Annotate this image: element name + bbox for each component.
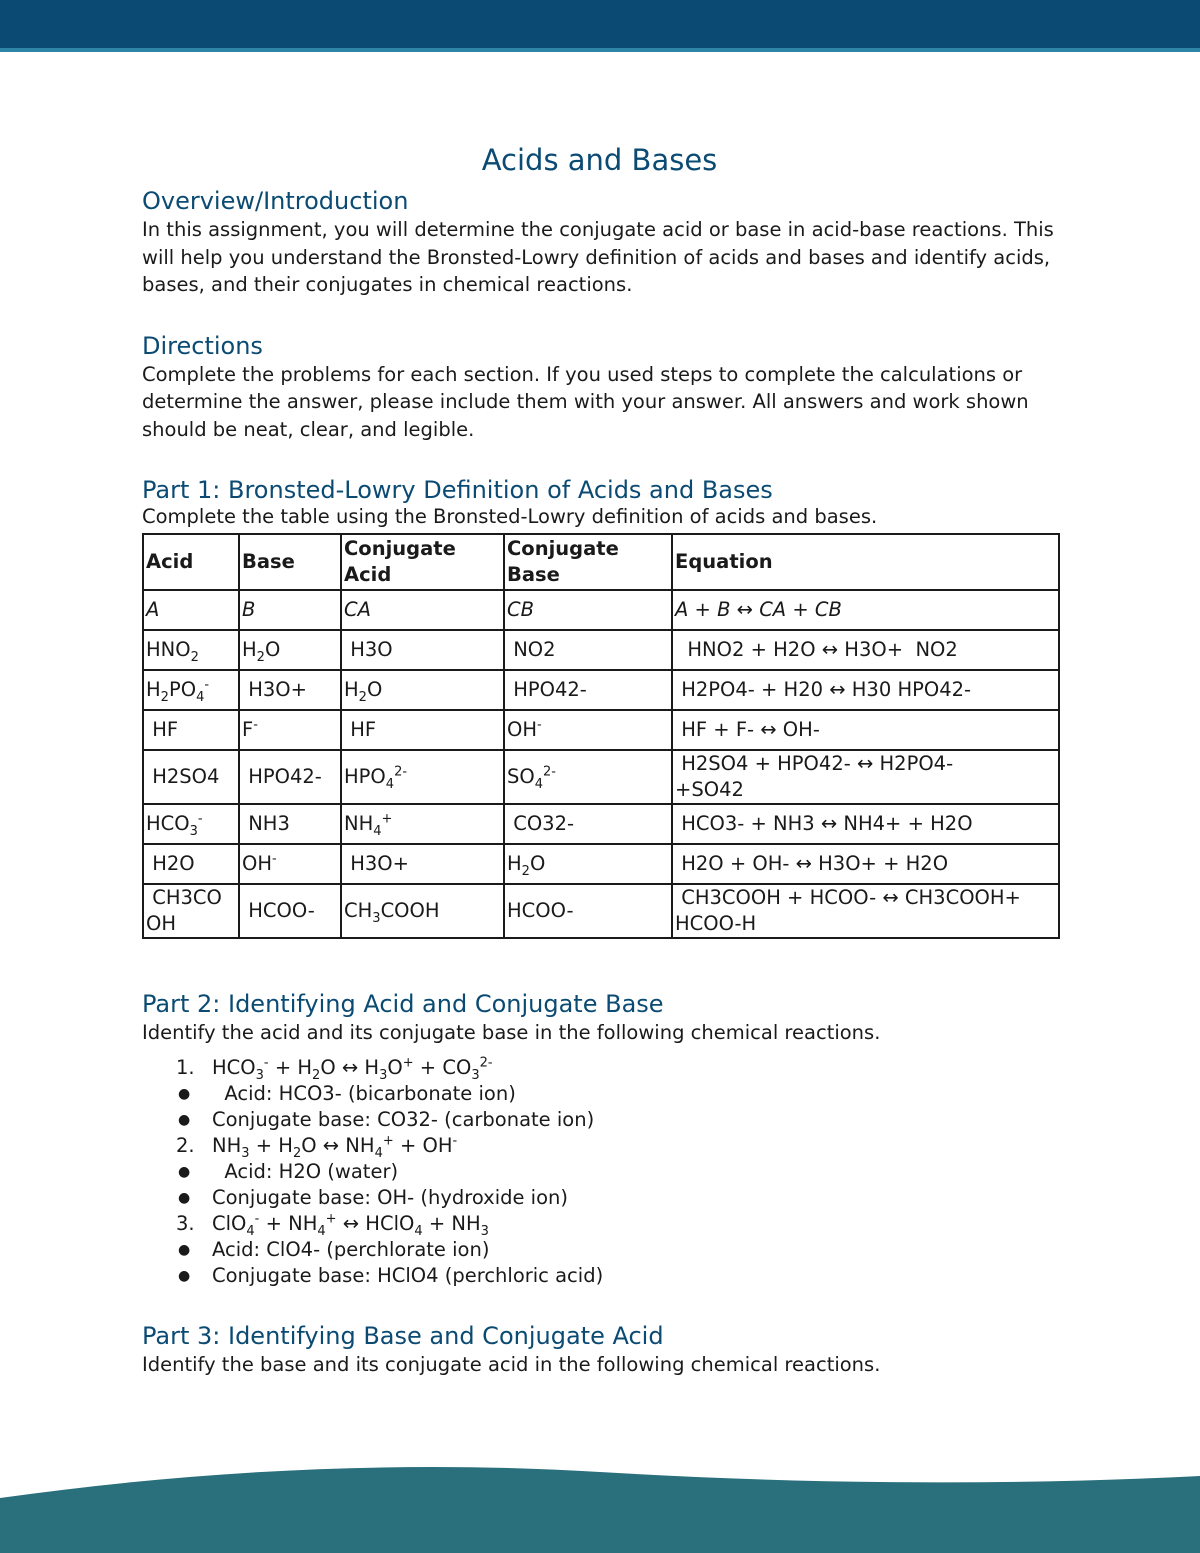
footer-wave — [0, 1460, 1200, 1553]
table-row — [143, 884, 1059, 938]
cell: A + B ↔ CA + CB — [672, 590, 1059, 630]
cell: HPO42- — [504, 670, 672, 710]
cell: H3O+ — [341, 844, 504, 884]
header-bar — [0, 0, 1200, 48]
list-item: 2. $NH_3 + H_2O$ ↔ $NH_4^+ + OH^-$ — [176, 1133, 458, 1161]
cell: NO2 — [504, 630, 672, 670]
page-title: Acids and Bases — [481, 143, 718, 177]
cell: CB — [504, 590, 672, 630]
cell: $HPO_4^{2-}$ — [341, 750, 504, 804]
cell: CH3CO OH — [143, 884, 239, 938]
cell: HCO3- + NH3 ↔ NH4+ + H2O — [672, 804, 1059, 844]
table-row — [143, 750, 1059, 804]
list-item: ● Conjugate base: HClO4 (perchloric acid) — [178, 1263, 604, 1287]
overview-heading: Overview/Introduction — [142, 187, 409, 215]
directions-heading: Directions — [142, 331, 263, 360]
cell: HF — [143, 710, 239, 750]
cell: H3O+ — [239, 670, 341, 710]
table-row — [143, 670, 1059, 710]
header-accent-line — [0, 48, 1200, 52]
header-conjugate-acid: Conjugate Acid — [341, 534, 504, 590]
cell: HF + F- ↔ OH- — [672, 710, 1059, 750]
cell: $SO_4^{2-}$ — [504, 750, 672, 804]
cell: A — [143, 590, 239, 630]
cell: H2SO4 — [143, 750, 239, 804]
cell: H2O + OH- ↔ H3O+ + H2O — [672, 844, 1059, 884]
cell: $HNO_2$ — [143, 630, 239, 670]
cell: $NH_4^+$ — [341, 804, 504, 844]
part2-heading: Part 2: Identifying Acid and Conjugate Base — [142, 990, 664, 1018]
list-item: ● Conjugate base: OH- (hydroxide ion) — [178, 1185, 568, 1209]
cell: $H_2O$ — [504, 844, 672, 884]
part3-heading: Part 3: Identifying Base and Conjugate Acid — [142, 1321, 664, 1350]
cell: H2SO4 + HPO42- ↔ H2PO4- +SO42 — [672, 750, 1059, 804]
header-equation: Equation — [672, 534, 1059, 590]
cell: CO32- — [504, 804, 672, 844]
list-item: 3. $ClO_4^- + NH_4^+$ ↔ HClO$_4$ + $NH_3$ — [176, 1211, 489, 1239]
cell: CH3COOH + HCOO- ↔ CH3COOH+ HCOO-H — [672, 884, 1059, 938]
cell: $HCO_3^-$ — [143, 804, 239, 844]
document-body — [142, 140, 1062, 1378]
conjugate-table — [142, 533, 1060, 939]
cell: H3O — [341, 630, 504, 670]
cell: $H_2O$ — [239, 630, 341, 670]
list-item: ● Acid: H2O (water) — [178, 1159, 399, 1183]
cell: NH3 — [239, 804, 341, 844]
overview-text: In this assignment, you will determine the conjugate acid or base in acid-base reactions. This will help you understand the Bronsted-Lowry definition of acids and bases and identify acids, bases, and their conjugates in chemical reactions. — [142, 218, 1054, 296]
cell: F- — [239, 710, 341, 750]
cell: $H_2O$ — [341, 670, 504, 710]
part1-text: Complete the table using the Bronsted-Lowry definition of acids and bases. — [142, 505, 878, 528]
part3-text: Identify the base and its conjugate acid in the following chemical reactions. — [142, 1352, 881, 1376]
table-row — [143, 630, 1059, 670]
table-row — [143, 710, 1059, 750]
cell: OH- — [504, 710, 672, 750]
cell: HCOO- — [239, 884, 341, 938]
list-item: ● Acid: ClO4- (perchlorate ion) — [178, 1237, 490, 1261]
list-item: 1. $HCO_3^- + H_2O$ ↔ $H_3O^+ + CO_3^{2-}$ — [176, 1055, 493, 1083]
table-row — [143, 590, 1059, 630]
directions-text: Complete the problems for each section. If you used steps to complete the calculations or determine the answer, please include them with your answer. All answers and work shown should be neat, clear, and legible. — [142, 362, 1029, 441]
cell: CA — [341, 590, 504, 630]
part1-heading: Part 1: Bronsted-Lowry Definition of Acids and Bases — [142, 476, 773, 504]
table-row — [143, 804, 1059, 844]
cell: B — [239, 590, 341, 630]
cell: H2O — [143, 844, 239, 884]
cell: OH- — [239, 844, 341, 884]
list-item: ● Conjugate base: CO32- (carbonate ion) — [178, 1107, 595, 1131]
part2-list — [142, 1055, 1062, 1289]
list-item: ● Acid: HCO3- (bicarbonate ion) — [178, 1081, 516, 1105]
cell: HCOO- — [504, 884, 672, 938]
cell: $CH_3COOH$ — [341, 884, 504, 938]
cell: HPO42- — [239, 750, 341, 804]
header-conjugate-base: Conjugate Base — [504, 534, 672, 590]
header-acid: Acid — [143, 534, 239, 590]
cell: $H_2PO_4^-$ — [143, 670, 239, 710]
cell: HF — [341, 710, 504, 750]
cell: H2PO4- + H20 ↔ H30 HPO42- — [672, 670, 1059, 710]
table-header-row — [143, 534, 1059, 590]
cell: HNO2 + H2O ↔ H3O+ NO2 — [672, 630, 1059, 670]
header-base: Base — [239, 534, 341, 590]
part2-text: Identify the acid and its conjugate base in the following chemical reactions. — [142, 1021, 881, 1044]
table-row — [143, 844, 1059, 884]
